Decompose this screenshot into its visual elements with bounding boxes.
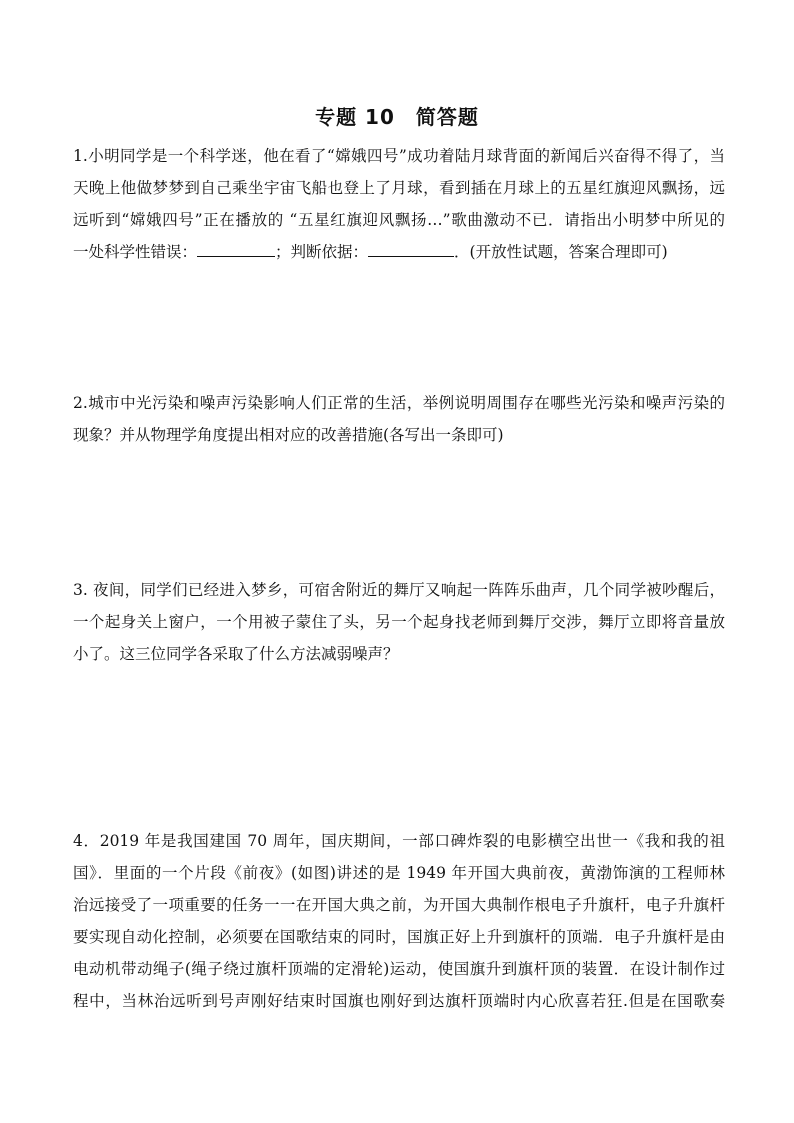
question-4 <box>73 825 725 1017</box>
question-2-line-2: 现象？并从物理学角度提出相对应的改善措施(各写出一条即可) <box>73 426 504 444</box>
question-1-line-1: 1.小明同学是一个科学迷，他在看了“嫦娥四号”成功着陆月球背面的新闻后兴奋得不得了，当 <box>73 147 725 165</box>
question-1-line-4 <box>73 236 725 268</box>
answer-blank-basis[interactable] <box>368 242 454 257</box>
question-3 <box>73 574 725 670</box>
answer-blank-error[interactable] <box>197 242 275 257</box>
question-3-line-2: 一个起身关上窗户，一个用被子蒙住了头，另一个起身找老师到舞厅交涉，舞厅立即将音量放 <box>73 613 725 631</box>
question-1-line-4-suffix: ．(开放性试题，答案合理即可) <box>454 243 668 261</box>
question-2 <box>73 387 725 451</box>
question-1-line-3: 远听到“嫦娥四号”正在播放的 “五星红旗迎风飘扬…”歌曲激动不已．请指出小明梦中所见的 <box>73 211 725 229</box>
question-4-line-1: 4．2019 年是我国建国 70 周年，国庆期间，一部口碑炸裂的电影横空出世一《我和我的祖 <box>73 832 725 850</box>
question-4-line-2: 国》．里面的一个片段《前夜》(如图)讲述的是 1949 年开国大典前夜，黄渤饰演的工程师林 <box>73 864 725 882</box>
question-1-line-4-middle: ；判断依据： <box>275 243 369 261</box>
question-4-line-5: 电动机带动绳子(绳子绕过旗杆顶端的定滑轮)运动，使国旗升到旗杆顶的装置．在设计制作过 <box>73 960 725 978</box>
page-title: 专题 10 简答题 <box>315 105 479 129</box>
question-1-line-4-prefix: 一处科学性错误： <box>73 243 198 261</box>
question-1 <box>73 140 725 268</box>
question-3-line-3: 小了。这三位同学各采取了什么方法减弱噪声？ <box>73 645 399 663</box>
question-2-line-1: 2.城市中光污染和噪声污染影响人们正常的生活，举例说明周围存在哪些光污染和噪声污染的 <box>73 394 725 412</box>
question-4-line-3: 治远接受了一项重要的任务一一在开国大典之前，为开国大典制作根电子升旗杆，电子升旗杆 <box>73 896 725 914</box>
question-4-line-4: 要实现自动化控制，必须要在国歌结束的同时，国旗正好上升到旗杆的顶端．电子升旗杆是由 <box>73 928 725 946</box>
question-1-line-2: 天晚上他做梦梦到自己乘坐宇宙飞船也登上了月球，看到插在月球上的五星红旗迎风飘扬，远 <box>73 179 725 197</box>
question-3-line-1: 3. 夜间，同学们已经进入梦乡，可宿舍附近的舞厅又响起一阵阵乐曲声，几个同学被吵醒后， <box>73 581 725 599</box>
question-4-line-6: 程中，当林治远听到号声刚好结束时国旗也刚好到达旗杆顶端时内心欣喜若狂.但是在国歌奏 <box>73 992 725 1010</box>
